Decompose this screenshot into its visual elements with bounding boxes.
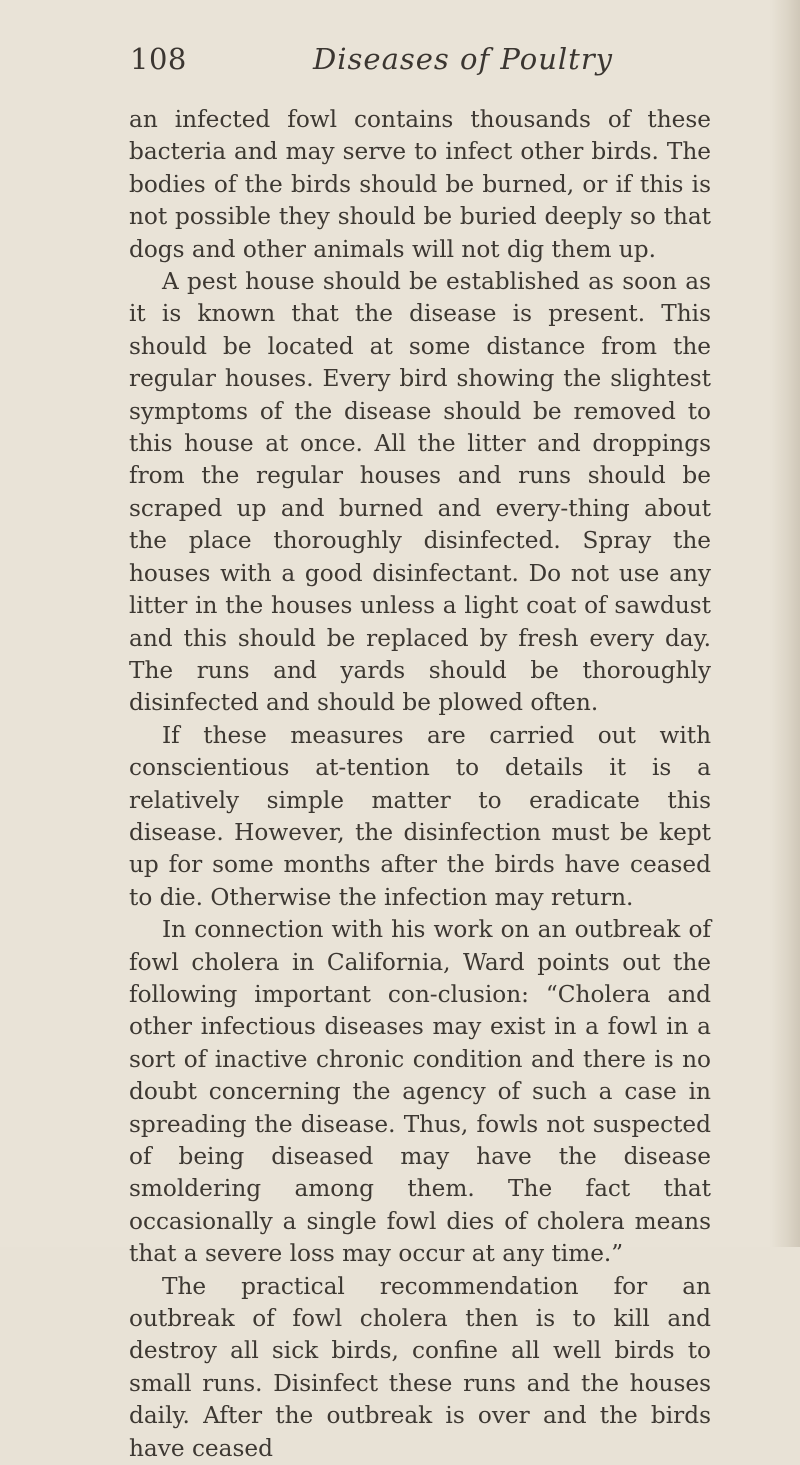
page-edge-shadow [770, 0, 800, 1247]
paragraph: an infected fowl contains thousands of these bacteria and may serve to infect other birds. The bodies of the birds should be burned, or if this is not possible they should be buried deeply so that dogs and other animals will not dig them up. [129, 106, 711, 263]
paragraph: In connection with his work on an outbreak of fowl cholera in California, Ward points out the following important con-clusion: “Cholera and other infectious diseases may exist in a fowl in a sort of inactive chronic condition and there is no doubt concerning the agency of such a case in spreading the disease. Thus, fowls not suspected of being diseased may have the disease smoldering among them. The fact that occasionally a single fowl dies of cholera means that a severe loss may occur at any time.” [129, 916, 711, 1268]
body-text [129, 104, 711, 1465]
paragraph: If these measures are carried out with conscientious at-tention to details it is a relatively simple matter to eradicate this disease. However, the disinfection must be kept up for some months after the birds have ceased to die. Otherwise the infection may return. [129, 721, 711, 911]
paragraph: The practical recommendation for an outbreak of fowl cholera then is to kill and destroy all sick birds, confine all well birds to small runs. Disinfect these runs and the houses daily. After the outbreak is over and the birds have ceased [129, 1272, 711, 1462]
paragraph: A pest house should be established as soon as it is known that the disease is present. This should be located at some distance from the regular houses. Every bird showing the slightest symptoms of the disease should be removed to this house at once. All the litter and droppings from the regular houses and runs should be scraped up and burned and every-thing about the place thoroughly disinfected. Spray the houses with a good disinfectant. Do not use any litter in the houses unless a light coat of sawdust and this should be replaced by fresh every day. The runs and yards should be thoroughly disinfected and should be plowed often. [129, 268, 711, 717]
running-title: Diseases of Poultry [313, 42, 614, 76]
page-number: 108 [130, 42, 187, 76]
page-header [130, 42, 710, 92]
